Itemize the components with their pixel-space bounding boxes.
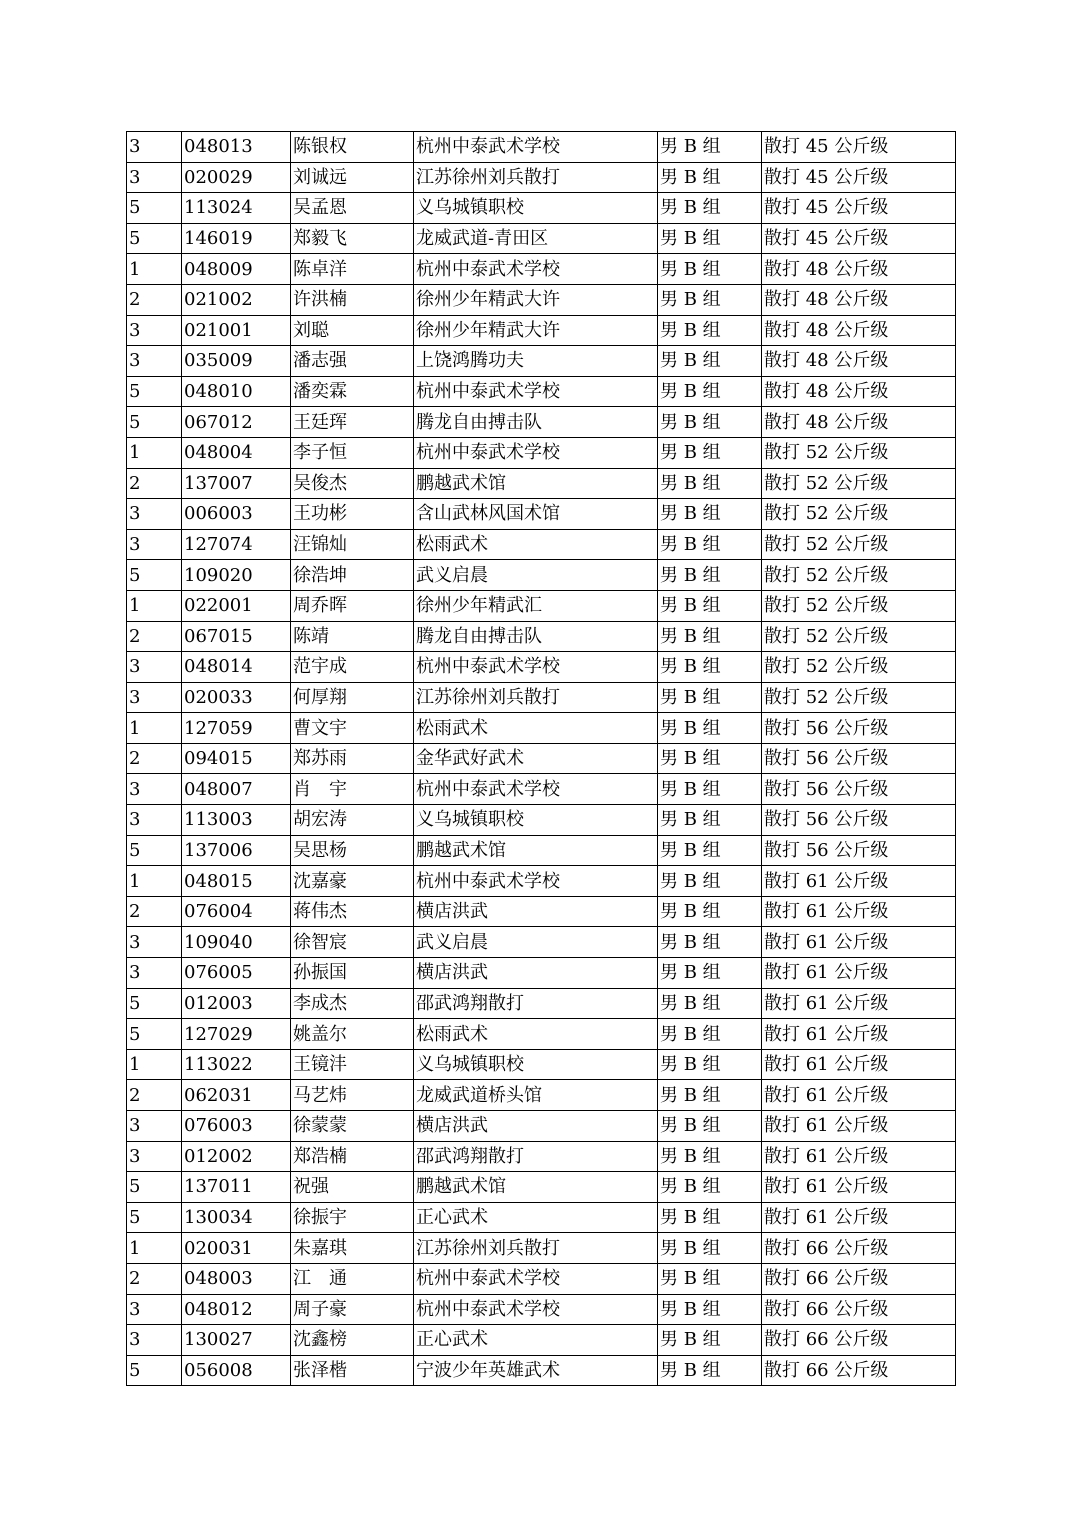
id-cell: 076003 bbox=[182, 1111, 291, 1142]
table-row bbox=[127, 835, 956, 866]
event-cell: 散打 45 公斤级 bbox=[762, 132, 956, 163]
table-row bbox=[127, 621, 956, 652]
group-cell: 男 B 组 bbox=[658, 162, 762, 193]
name-cell: 胡宏涛 bbox=[291, 805, 414, 836]
name-cell: 潘奕霖 bbox=[291, 376, 414, 407]
rank-cell: 3 bbox=[127, 529, 182, 560]
event-cell: 散打 56 公斤级 bbox=[762, 743, 956, 774]
table-row bbox=[127, 193, 956, 224]
id-cell: 137011 bbox=[182, 1172, 291, 1203]
table-row bbox=[127, 468, 956, 499]
event-cell: 散打 48 公斤级 bbox=[762, 346, 956, 377]
id-cell: 076005 bbox=[182, 958, 291, 989]
event-cell: 散打 66 公斤级 bbox=[762, 1325, 956, 1356]
team-cell: 徐州少年精武大许 bbox=[414, 284, 658, 315]
table-row bbox=[127, 499, 956, 530]
group-cell: 男 B 组 bbox=[658, 590, 762, 621]
event-cell: 散打 61 公斤级 bbox=[762, 1111, 956, 1142]
id-cell: 130034 bbox=[182, 1202, 291, 1233]
name-cell: 陈卓洋 bbox=[291, 254, 414, 285]
name-cell: 蒋伟杰 bbox=[291, 896, 414, 927]
team-cell: 义乌城镇职校 bbox=[414, 805, 658, 836]
event-cell: 散打 52 公斤级 bbox=[762, 621, 956, 652]
rank-cell: 5 bbox=[127, 560, 182, 591]
team-cell: 鹏越武术馆 bbox=[414, 468, 658, 499]
rank-cell: 3 bbox=[127, 682, 182, 713]
id-cell: 048003 bbox=[182, 1263, 291, 1294]
event-cell: 散打 48 公斤级 bbox=[762, 407, 956, 438]
group-cell: 男 B 组 bbox=[658, 713, 762, 744]
group-cell: 男 B 组 bbox=[658, 988, 762, 1019]
id-cell: 109020 bbox=[182, 560, 291, 591]
group-cell: 男 B 组 bbox=[658, 743, 762, 774]
event-cell: 散打 48 公斤级 bbox=[762, 315, 956, 346]
team-cell: 宁波少年英雄武术 bbox=[414, 1355, 658, 1386]
event-cell: 散打 48 公斤级 bbox=[762, 254, 956, 285]
id-cell: 067012 bbox=[182, 407, 291, 438]
rank-cell: 3 bbox=[127, 1325, 182, 1356]
rank-cell: 3 bbox=[127, 499, 182, 530]
id-cell: 020031 bbox=[182, 1233, 291, 1264]
rank-cell: 5 bbox=[127, 835, 182, 866]
event-cell: 散打 52 公斤级 bbox=[762, 682, 956, 713]
id-cell: 020029 bbox=[182, 162, 291, 193]
event-cell: 散打 52 公斤级 bbox=[762, 437, 956, 468]
table-row bbox=[127, 254, 956, 285]
rank-cell: 3 bbox=[127, 1111, 182, 1142]
rank-cell: 5 bbox=[127, 988, 182, 1019]
team-cell: 鹏越武术馆 bbox=[414, 1172, 658, 1203]
id-cell: 012002 bbox=[182, 1141, 291, 1172]
id-cell: 012003 bbox=[182, 988, 291, 1019]
group-cell: 男 B 组 bbox=[658, 499, 762, 530]
team-cell: 龙威武道桥头馆 bbox=[414, 1080, 658, 1111]
table-row bbox=[127, 315, 956, 346]
name-cell: 吴孟恩 bbox=[291, 193, 414, 224]
table-row bbox=[127, 346, 956, 377]
rank-cell: 5 bbox=[127, 1355, 182, 1386]
table-row bbox=[127, 1080, 956, 1111]
group-cell: 男 B 组 bbox=[658, 346, 762, 377]
event-cell: 散打 56 公斤级 bbox=[762, 835, 956, 866]
team-cell: 松雨武术 bbox=[414, 713, 658, 744]
team-cell: 腾龙自由搏击队 bbox=[414, 621, 658, 652]
rank-cell: 3 bbox=[127, 1294, 182, 1325]
team-cell: 上饶鸿腾功夫 bbox=[414, 346, 658, 377]
table-row bbox=[127, 1325, 956, 1356]
id-cell: 035009 bbox=[182, 346, 291, 377]
name-cell: 周乔晖 bbox=[291, 590, 414, 621]
id-cell: 137006 bbox=[182, 835, 291, 866]
group-cell: 男 B 组 bbox=[658, 560, 762, 591]
rank-cell: 3 bbox=[127, 774, 182, 805]
table-row bbox=[127, 1294, 956, 1325]
name-cell: 徐蒙蒙 bbox=[291, 1111, 414, 1142]
id-cell: 048004 bbox=[182, 437, 291, 468]
group-cell: 男 B 组 bbox=[658, 774, 762, 805]
event-cell: 散打 66 公斤级 bbox=[762, 1355, 956, 1386]
rank-cell: 3 bbox=[127, 927, 182, 958]
table-row bbox=[127, 1141, 956, 1172]
id-cell: 094015 bbox=[182, 743, 291, 774]
event-cell: 散打 45 公斤级 bbox=[762, 162, 956, 193]
name-cell: 王廷珲 bbox=[291, 407, 414, 438]
id-cell: 048012 bbox=[182, 1294, 291, 1325]
group-cell: 男 B 组 bbox=[658, 529, 762, 560]
team-cell: 松雨武术 bbox=[414, 529, 658, 560]
team-cell: 邵武鸿翔散打 bbox=[414, 988, 658, 1019]
team-cell: 横店洪武 bbox=[414, 896, 658, 927]
id-cell: 020033 bbox=[182, 682, 291, 713]
table-row bbox=[127, 682, 956, 713]
team-cell: 松雨武术 bbox=[414, 1019, 658, 1050]
name-cell: 郑毅飞 bbox=[291, 223, 414, 254]
id-cell: 021001 bbox=[182, 315, 291, 346]
table-row bbox=[127, 376, 956, 407]
event-cell: 散打 52 公斤级 bbox=[762, 590, 956, 621]
team-cell: 杭州中泰武术学校 bbox=[414, 437, 658, 468]
name-cell: 刘诚远 bbox=[291, 162, 414, 193]
rank-cell: 2 bbox=[127, 1080, 182, 1111]
id-cell: 130027 bbox=[182, 1325, 291, 1356]
event-cell: 散打 45 公斤级 bbox=[762, 193, 956, 224]
table-row bbox=[127, 774, 956, 805]
name-cell: 朱嘉琪 bbox=[291, 1233, 414, 1264]
id-cell: 137007 bbox=[182, 468, 291, 499]
team-cell: 武义启晨 bbox=[414, 927, 658, 958]
team-cell: 金华武好武术 bbox=[414, 743, 658, 774]
table-row bbox=[127, 1111, 956, 1142]
event-cell: 散打 61 公斤级 bbox=[762, 1049, 956, 1080]
group-cell: 男 B 组 bbox=[658, 1263, 762, 1294]
group-cell: 男 B 组 bbox=[658, 132, 762, 163]
table-row bbox=[127, 132, 956, 163]
event-cell: 散打 61 公斤级 bbox=[762, 1202, 956, 1233]
name-cell: 徐振宇 bbox=[291, 1202, 414, 1233]
id-cell: 113003 bbox=[182, 805, 291, 836]
table-row bbox=[127, 560, 956, 591]
event-cell: 散打 45 公斤级 bbox=[762, 223, 956, 254]
name-cell: 李子恒 bbox=[291, 437, 414, 468]
table-row bbox=[127, 1263, 956, 1294]
group-cell: 男 B 组 bbox=[658, 1080, 762, 1111]
rank-cell: 3 bbox=[127, 132, 182, 163]
id-cell: 048015 bbox=[182, 866, 291, 897]
table-row bbox=[127, 1049, 956, 1080]
team-cell: 邵武鸿翔散打 bbox=[414, 1141, 658, 1172]
group-cell: 男 B 组 bbox=[658, 254, 762, 285]
name-cell: 潘志强 bbox=[291, 346, 414, 377]
event-cell: 散打 48 公斤级 bbox=[762, 284, 956, 315]
team-cell: 腾龙自由搏击队 bbox=[414, 407, 658, 438]
team-cell: 徐州少年精武大许 bbox=[414, 315, 658, 346]
rank-cell: 1 bbox=[127, 1049, 182, 1080]
table-row bbox=[127, 652, 956, 683]
team-cell: 徐州少年精武汇 bbox=[414, 590, 658, 621]
team-cell: 江苏徐州刘兵散打 bbox=[414, 162, 658, 193]
group-cell: 男 B 组 bbox=[658, 1325, 762, 1356]
team-cell: 横店洪武 bbox=[414, 1111, 658, 1142]
table-row bbox=[127, 1355, 956, 1386]
results-body bbox=[127, 132, 956, 1386]
table-row bbox=[127, 805, 956, 836]
event-cell: 散打 61 公斤级 bbox=[762, 1019, 956, 1050]
group-cell: 男 B 组 bbox=[658, 223, 762, 254]
name-cell: 范宇成 bbox=[291, 652, 414, 683]
team-cell: 杭州中泰武术学校 bbox=[414, 652, 658, 683]
table-row bbox=[127, 1172, 956, 1203]
id-cell: 006003 bbox=[182, 499, 291, 530]
table-row bbox=[127, 437, 956, 468]
rank-cell: 1 bbox=[127, 1233, 182, 1264]
id-cell: 127059 bbox=[182, 713, 291, 744]
event-cell: 散打 66 公斤级 bbox=[762, 1294, 956, 1325]
rank-cell: 1 bbox=[127, 713, 182, 744]
event-cell: 散打 61 公斤级 bbox=[762, 1172, 956, 1203]
rank-cell: 2 bbox=[127, 743, 182, 774]
event-cell: 散打 52 公斤级 bbox=[762, 560, 956, 591]
rank-cell: 5 bbox=[127, 1202, 182, 1233]
name-cell: 沈嘉豪 bbox=[291, 866, 414, 897]
id-cell: 056008 bbox=[182, 1355, 291, 1386]
rank-cell: 1 bbox=[127, 590, 182, 621]
name-cell: 姚盖尔 bbox=[291, 1019, 414, 1050]
id-cell: 109040 bbox=[182, 927, 291, 958]
name-cell: 刘聪 bbox=[291, 315, 414, 346]
event-cell: 散打 56 公斤级 bbox=[762, 805, 956, 836]
name-cell: 吴俊杰 bbox=[291, 468, 414, 499]
rank-cell: 3 bbox=[127, 805, 182, 836]
rank-cell: 2 bbox=[127, 284, 182, 315]
table-row bbox=[127, 1019, 956, 1050]
rank-cell: 2 bbox=[127, 621, 182, 652]
name-cell: 张泽楷 bbox=[291, 1355, 414, 1386]
group-cell: 男 B 组 bbox=[658, 1233, 762, 1264]
id-cell: 022001 bbox=[182, 590, 291, 621]
table-row bbox=[127, 1202, 956, 1233]
name-cell: 陈靖 bbox=[291, 621, 414, 652]
group-cell: 男 B 组 bbox=[658, 1049, 762, 1080]
table-row bbox=[127, 223, 956, 254]
name-cell: 陈银权 bbox=[291, 132, 414, 163]
group-cell: 男 B 组 bbox=[658, 835, 762, 866]
group-cell: 男 B 组 bbox=[658, 376, 762, 407]
group-cell: 男 B 组 bbox=[658, 1172, 762, 1203]
name-cell: 徐智宸 bbox=[291, 927, 414, 958]
group-cell: 男 B 组 bbox=[658, 896, 762, 927]
id-cell: 113024 bbox=[182, 193, 291, 224]
group-cell: 男 B 组 bbox=[658, 468, 762, 499]
id-cell: 021002 bbox=[182, 284, 291, 315]
group-cell: 男 B 组 bbox=[658, 927, 762, 958]
rank-cell: 3 bbox=[127, 162, 182, 193]
name-cell: 肖 宇 bbox=[291, 774, 414, 805]
name-cell: 汪锦灿 bbox=[291, 529, 414, 560]
team-cell: 鹏越武术馆 bbox=[414, 835, 658, 866]
group-cell: 男 B 组 bbox=[658, 1294, 762, 1325]
group-cell: 男 B 组 bbox=[658, 1141, 762, 1172]
event-cell: 散打 66 公斤级 bbox=[762, 1233, 956, 1264]
team-cell: 义乌城镇职校 bbox=[414, 1049, 658, 1080]
table-row bbox=[127, 743, 956, 774]
team-cell: 正心武术 bbox=[414, 1202, 658, 1233]
id-cell: 127029 bbox=[182, 1019, 291, 1050]
name-cell: 徐浩坤 bbox=[291, 560, 414, 591]
name-cell: 马艺炜 bbox=[291, 1080, 414, 1111]
team-cell: 横店洪武 bbox=[414, 958, 658, 989]
table-row bbox=[127, 988, 956, 1019]
id-cell: 127074 bbox=[182, 529, 291, 560]
event-cell: 散打 52 公斤级 bbox=[762, 499, 956, 530]
rank-cell: 5 bbox=[127, 1172, 182, 1203]
event-cell: 散打 56 公斤级 bbox=[762, 713, 956, 744]
event-cell: 散打 56 公斤级 bbox=[762, 774, 956, 805]
rank-cell: 3 bbox=[127, 958, 182, 989]
team-cell: 江苏徐州刘兵散打 bbox=[414, 682, 658, 713]
event-cell: 散打 52 公斤级 bbox=[762, 468, 956, 499]
group-cell: 男 B 组 bbox=[658, 682, 762, 713]
table-row bbox=[127, 284, 956, 315]
team-cell: 杭州中泰武术学校 bbox=[414, 1294, 658, 1325]
team-cell: 含山武林风国术馆 bbox=[414, 499, 658, 530]
group-cell: 男 B 组 bbox=[658, 1111, 762, 1142]
name-cell: 吴思杨 bbox=[291, 835, 414, 866]
name-cell: 周子豪 bbox=[291, 1294, 414, 1325]
team-cell: 武义启晨 bbox=[414, 560, 658, 591]
team-cell: 杭州中泰武术学校 bbox=[414, 774, 658, 805]
name-cell: 祝强 bbox=[291, 1172, 414, 1203]
table-row bbox=[127, 162, 956, 193]
rank-cell: 1 bbox=[127, 254, 182, 285]
name-cell: 何厚翔 bbox=[291, 682, 414, 713]
team-cell: 杭州中泰武术学校 bbox=[414, 254, 658, 285]
event-cell: 散打 52 公斤级 bbox=[762, 652, 956, 683]
event-cell: 散打 61 公斤级 bbox=[762, 927, 956, 958]
rank-cell: 5 bbox=[127, 407, 182, 438]
rank-cell: 3 bbox=[127, 652, 182, 683]
id-cell: 146019 bbox=[182, 223, 291, 254]
group-cell: 男 B 组 bbox=[658, 1019, 762, 1050]
team-cell: 正心武术 bbox=[414, 1325, 658, 1356]
event-cell: 散打 48 公斤级 bbox=[762, 376, 956, 407]
id-cell: 048009 bbox=[182, 254, 291, 285]
group-cell: 男 B 组 bbox=[658, 958, 762, 989]
name-cell: 曹文宇 bbox=[291, 713, 414, 744]
id-cell: 076004 bbox=[182, 896, 291, 927]
id-cell: 067015 bbox=[182, 621, 291, 652]
name-cell: 江 通 bbox=[291, 1263, 414, 1294]
event-cell: 散打 61 公斤级 bbox=[762, 988, 956, 1019]
rank-cell: 2 bbox=[127, 896, 182, 927]
name-cell: 李成杰 bbox=[291, 988, 414, 1019]
group-cell: 男 B 组 bbox=[658, 1202, 762, 1233]
rank-cell: 5 bbox=[127, 193, 182, 224]
name-cell: 孙振国 bbox=[291, 958, 414, 989]
rank-cell: 5 bbox=[127, 1019, 182, 1050]
rank-cell: 5 bbox=[127, 376, 182, 407]
id-cell: 048010 bbox=[182, 376, 291, 407]
team-cell: 义乌城镇职校 bbox=[414, 193, 658, 224]
team-cell: 杭州中泰武术学校 bbox=[414, 132, 658, 163]
group-cell: 男 B 组 bbox=[658, 193, 762, 224]
table-row bbox=[127, 866, 956, 897]
id-cell: 048007 bbox=[182, 774, 291, 805]
event-cell: 散打 52 公斤级 bbox=[762, 529, 956, 560]
group-cell: 男 B 组 bbox=[658, 805, 762, 836]
name-cell: 郑苏雨 bbox=[291, 743, 414, 774]
event-cell: 散打 61 公斤级 bbox=[762, 1080, 956, 1111]
results-table bbox=[126, 131, 956, 1386]
rank-cell: 3 bbox=[127, 1141, 182, 1172]
team-cell: 杭州中泰武术学校 bbox=[414, 1263, 658, 1294]
rank-cell: 2 bbox=[127, 468, 182, 499]
event-cell: 散打 61 公斤级 bbox=[762, 896, 956, 927]
rank-cell: 1 bbox=[127, 866, 182, 897]
group-cell: 男 B 组 bbox=[658, 652, 762, 683]
group-cell: 男 B 组 bbox=[658, 866, 762, 897]
table-row bbox=[127, 713, 956, 744]
table-row bbox=[127, 529, 956, 560]
rank-cell: 3 bbox=[127, 315, 182, 346]
group-cell: 男 B 组 bbox=[658, 315, 762, 346]
event-cell: 散打 66 公斤级 bbox=[762, 1263, 956, 1294]
table-row bbox=[127, 407, 956, 438]
name-cell: 王功彬 bbox=[291, 499, 414, 530]
team-cell: 龙威武道-青田区 bbox=[414, 223, 658, 254]
table-row bbox=[127, 958, 956, 989]
name-cell: 许洪楠 bbox=[291, 284, 414, 315]
team-cell: 江苏徐州刘兵散打 bbox=[414, 1233, 658, 1264]
team-cell: 杭州中泰武术学校 bbox=[414, 376, 658, 407]
table-row bbox=[127, 896, 956, 927]
group-cell: 男 B 组 bbox=[658, 1355, 762, 1386]
table-row bbox=[127, 590, 956, 621]
id-cell: 048014 bbox=[182, 652, 291, 683]
id-cell: 113022 bbox=[182, 1049, 291, 1080]
rank-cell: 3 bbox=[127, 346, 182, 377]
event-cell: 散打 61 公斤级 bbox=[762, 866, 956, 897]
id-cell: 062031 bbox=[182, 1080, 291, 1111]
name-cell: 郑浩楠 bbox=[291, 1141, 414, 1172]
event-cell: 散打 61 公斤级 bbox=[762, 958, 956, 989]
id-cell: 048013 bbox=[182, 132, 291, 163]
rank-cell: 5 bbox=[127, 223, 182, 254]
rank-cell: 2 bbox=[127, 1263, 182, 1294]
group-cell: 男 B 组 bbox=[658, 407, 762, 438]
name-cell: 沈鑫榜 bbox=[291, 1325, 414, 1356]
name-cell: 王镜沣 bbox=[291, 1049, 414, 1080]
group-cell: 男 B 组 bbox=[658, 621, 762, 652]
table-row bbox=[127, 927, 956, 958]
team-cell: 杭州中泰武术学校 bbox=[414, 866, 658, 897]
rank-cell: 1 bbox=[127, 437, 182, 468]
table-row bbox=[127, 1233, 956, 1264]
group-cell: 男 B 组 bbox=[658, 284, 762, 315]
event-cell: 散打 61 公斤级 bbox=[762, 1141, 956, 1172]
group-cell: 男 B 组 bbox=[658, 437, 762, 468]
